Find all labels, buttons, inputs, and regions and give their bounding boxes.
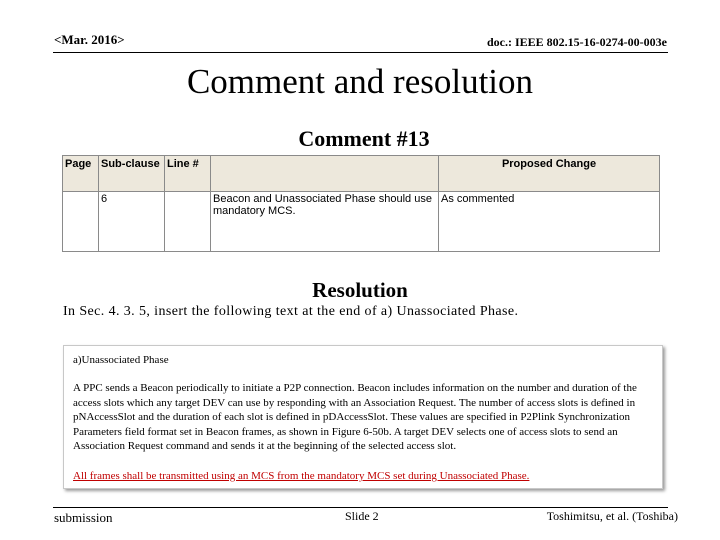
cell-page xyxy=(63,192,99,252)
comment-number: Comment #13 xyxy=(298,126,430,151)
resolution-intro: In Sec. 4. 3. 5, insert the following text at the end of a) Unassociated Phase. xyxy=(63,304,519,319)
table-row xyxy=(63,192,660,252)
resolution-title: Resolution xyxy=(312,278,408,302)
box-heading: a)Unassociated Phase xyxy=(73,354,169,366)
column-header-proposed-change: Proposed Change xyxy=(439,156,660,192)
column-header-comment xyxy=(211,156,439,192)
header-date: <Mar. 2016> xyxy=(54,32,125,47)
footer-left: submission xyxy=(54,510,113,525)
cell-line xyxy=(165,192,211,252)
slide-number: Slide 2 xyxy=(345,509,379,523)
inserted-text-box xyxy=(63,345,663,489)
header-divider xyxy=(53,52,668,53)
footer-authors: Toshimitsu, et al. (Toshiba) xyxy=(546,509,678,523)
cell-comment: Beacon and Unassociated Phase should use mandatory MCS. xyxy=(211,192,439,252)
box-paragraph: A PPC sends a Beacon periodically to initiate a P2P connection. Beacon includes information on the number and duration of the access slots which any target DEV can use by responding with an Association Request. The number of access slots is defined in pNAccessSlot and the duration of each slot is defined in pDAccessSlot. These values are specified in P2Plink Synchronization Parameters field format set in Beacon frames, as shown in Figure 6-50b. A target DEV selects one of access slots to send an Association Request command and sends it at the beginning of the selected access slot. xyxy=(73,382,637,452)
cell-proposed-change: As commented xyxy=(439,192,660,252)
comment-table xyxy=(62,155,660,252)
column-header-subclause: Sub-clause xyxy=(99,156,165,192)
column-header-page: Page xyxy=(63,156,99,192)
inserted-sentence: All frames shall be transmitted using an MCS from the mandatory MCS set during Unassociated Phase. xyxy=(73,470,530,482)
column-header-line: Line # xyxy=(165,156,211,192)
footer-divider xyxy=(53,507,668,508)
table-header-row xyxy=(63,156,660,192)
cell-subclause: 6 xyxy=(99,192,165,252)
header-doc-id: doc.: IEEE 802.15-16-0274-00-003e xyxy=(487,35,667,49)
slide-title: Comment and resolution xyxy=(186,62,534,101)
